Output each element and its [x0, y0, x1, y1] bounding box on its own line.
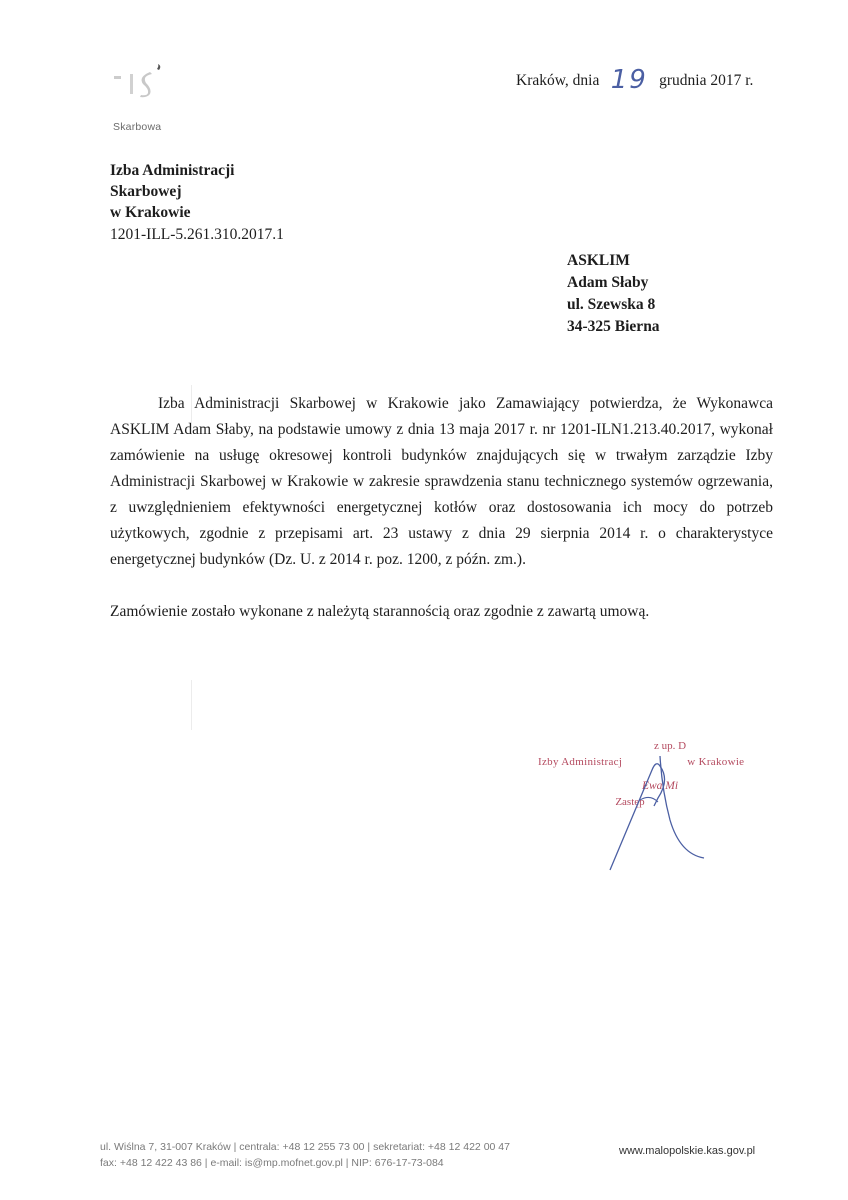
- recipient-city: 34-325 Bierna: [567, 318, 660, 335]
- official-stamp: [530, 738, 770, 810]
- scan-mark: [191, 385, 192, 435]
- footer-fax-line: fax: +48 12 422 43 86 | e-mail: is@mp.mofnet.gov.pl | NIP: 676-17-73-084: [100, 1157, 444, 1169]
- stamp-line-4: Zastęp: [615, 796, 645, 808]
- footer-contact: [100, 1139, 510, 1171]
- document-date: [516, 62, 754, 95]
- sender-line-1: Izba Administracji: [110, 162, 235, 179]
- recipient-street: ul. Szewska 8: [567, 296, 656, 313]
- date-day-handwritten: 19: [610, 65, 648, 95]
- recipient-name: Adam Słaby: [567, 274, 649, 291]
- letter-body: [110, 391, 773, 625]
- footer-address-line: ul. Wiślna 7, 31-007 Kraków | centrala: +48 12 255 73 00 | sekretariat: +48 12 422 00 47: [100, 1141, 510, 1153]
- sender-block: [110, 160, 234, 223]
- logo-caption: Skarbowa: [113, 121, 162, 133]
- scan-mark: [191, 680, 192, 730]
- sender-line-2: Skarbowej: [110, 183, 182, 200]
- recipient-company: ASKLIM: [567, 252, 630, 269]
- stamp-line-2: [530, 754, 770, 770]
- body-paragraph-2: Zamówienie zostało wykonane z należytą starannością oraz zgodnie z zawartą umową.: [110, 603, 650, 620]
- stamp-line-2-start: Izby Administracj: [538, 756, 623, 768]
- footer-website: www.malopolskie.kas.gov.pl: [619, 1145, 756, 1157]
- stamp-line-1: z up. D: [653, 740, 687, 752]
- body-paragraph-1: Izba Administracji Skarbowej w Krakowie jako Zamawiający potwierdza, że Wykonawca ASKLIM Adam Słaby, na podstawie umowy z dnia 13 maja 2017 r. nr 1201-ILN1.213.40.2017, wykonał zamówienie na usługę okresowej kontroli budynków znajdujących się w trwałym zarządzie Izby Administracji Skarbowej w Krakowie w zakresie sprawdzenia stanu technicznego systemów ogrzewania, z uwzględnieniem efektywności energetycznej kotłów oraz dostosowania ich mocy do potrzeb użytkowych, zgodnie z przepisami art. 23 ustawy z dnia 29 sierpnia 2014 r. o charakterystyce energetycznej budynków (Dz. U. z 2014 r. poz. 1200, z późn. zm.).: [110, 395, 773, 568]
- case-reference: 1201-ILL-5.261.310.2017.1: [110, 226, 284, 243]
- date-suffix: grudnia 2017 r.: [659, 72, 754, 89]
- recipient-block: [567, 250, 660, 338]
- stamp-line-3: Ewa Mi: [641, 780, 679, 792]
- date-prefix: Kraków, dnia: [516, 72, 600, 89]
- kas-logo-icon: [110, 62, 180, 102]
- stamp-line-2-end: w Krakowie: [687, 756, 745, 768]
- sender-line-3: w Krakowie: [110, 204, 191, 221]
